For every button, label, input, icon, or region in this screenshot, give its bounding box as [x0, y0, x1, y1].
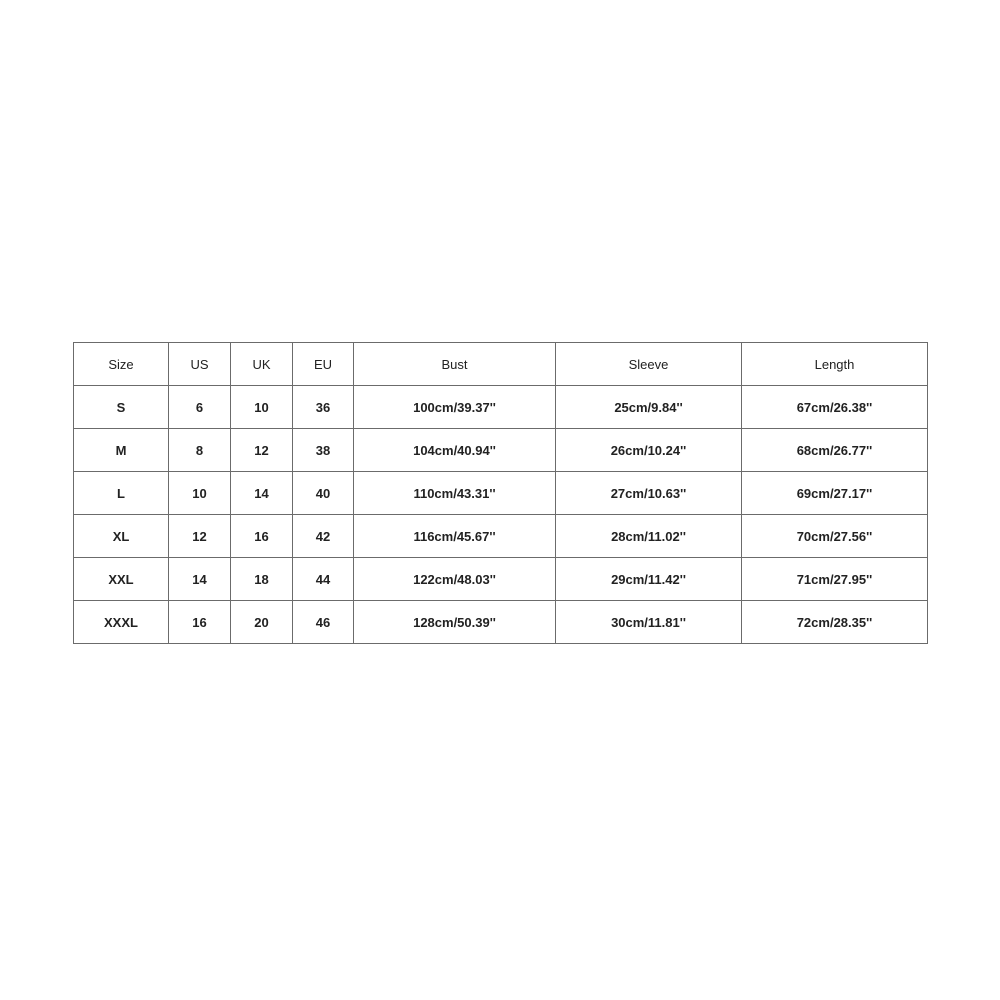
cell-sleeve: 29cm/11.42'': [556, 558, 742, 601]
cell-us: 10: [169, 472, 231, 515]
cell-bust: 100cm/39.37'': [354, 386, 556, 429]
cell-length: 68cm/26.77'': [742, 429, 928, 472]
cell-length: 70cm/27.56'': [742, 515, 928, 558]
header-us: US: [169, 343, 231, 386]
cell-size: M: [74, 429, 169, 472]
cell-sleeve: 25cm/9.84'': [556, 386, 742, 429]
header-length: Length: [742, 343, 928, 386]
header-sleeve: Sleeve: [556, 343, 742, 386]
cell-us: 8: [169, 429, 231, 472]
cell-us: 6: [169, 386, 231, 429]
header-row: [74, 343, 928, 386]
cell-uk: 12: [231, 429, 293, 472]
cell-size: L: [74, 472, 169, 515]
cell-us: 14: [169, 558, 231, 601]
cell-eu: 40: [293, 472, 354, 515]
cell-bust: 128cm/50.39'': [354, 601, 556, 644]
cell-uk: 14: [231, 472, 293, 515]
cell-eu: 42: [293, 515, 354, 558]
cell-size: S: [74, 386, 169, 429]
cell-bust: 116cm/45.67'': [354, 515, 556, 558]
cell-size: XXL: [74, 558, 169, 601]
table-row: [74, 558, 928, 601]
cell-us: 16: [169, 601, 231, 644]
cell-length: 71cm/27.95'': [742, 558, 928, 601]
cell-uk: 18: [231, 558, 293, 601]
header-eu: EU: [293, 343, 354, 386]
cell-eu: 46: [293, 601, 354, 644]
table-row: [74, 515, 928, 558]
table-row: [74, 601, 928, 644]
cell-length: 69cm/27.17'': [742, 472, 928, 515]
cell-bust: 104cm/40.94'': [354, 429, 556, 472]
cell-length: 67cm/26.38'': [742, 386, 928, 429]
table-row: [74, 472, 928, 515]
cell-bust: 110cm/43.31'': [354, 472, 556, 515]
cell-size: XL: [74, 515, 169, 558]
cell-us: 12: [169, 515, 231, 558]
table-row: [74, 386, 928, 429]
cell-uk: 20: [231, 601, 293, 644]
header-uk: UK: [231, 343, 293, 386]
header-size: Size: [74, 343, 169, 386]
cell-uk: 16: [231, 515, 293, 558]
cell-eu: 38: [293, 429, 354, 472]
cell-bust: 122cm/48.03'': [354, 558, 556, 601]
header-bust: Bust: [354, 343, 556, 386]
cell-sleeve: 28cm/11.02'': [556, 515, 742, 558]
cell-eu: 44: [293, 558, 354, 601]
cell-size: XXXL: [74, 601, 169, 644]
cell-length: 72cm/28.35'': [742, 601, 928, 644]
cell-uk: 10: [231, 386, 293, 429]
cell-sleeve: 27cm/10.63'': [556, 472, 742, 515]
cell-sleeve: 26cm/10.24'': [556, 429, 742, 472]
size-chart-table: [73, 342, 928, 644]
table-row: [74, 429, 928, 472]
cell-eu: 36: [293, 386, 354, 429]
cell-sleeve: 30cm/11.81'': [556, 601, 742, 644]
